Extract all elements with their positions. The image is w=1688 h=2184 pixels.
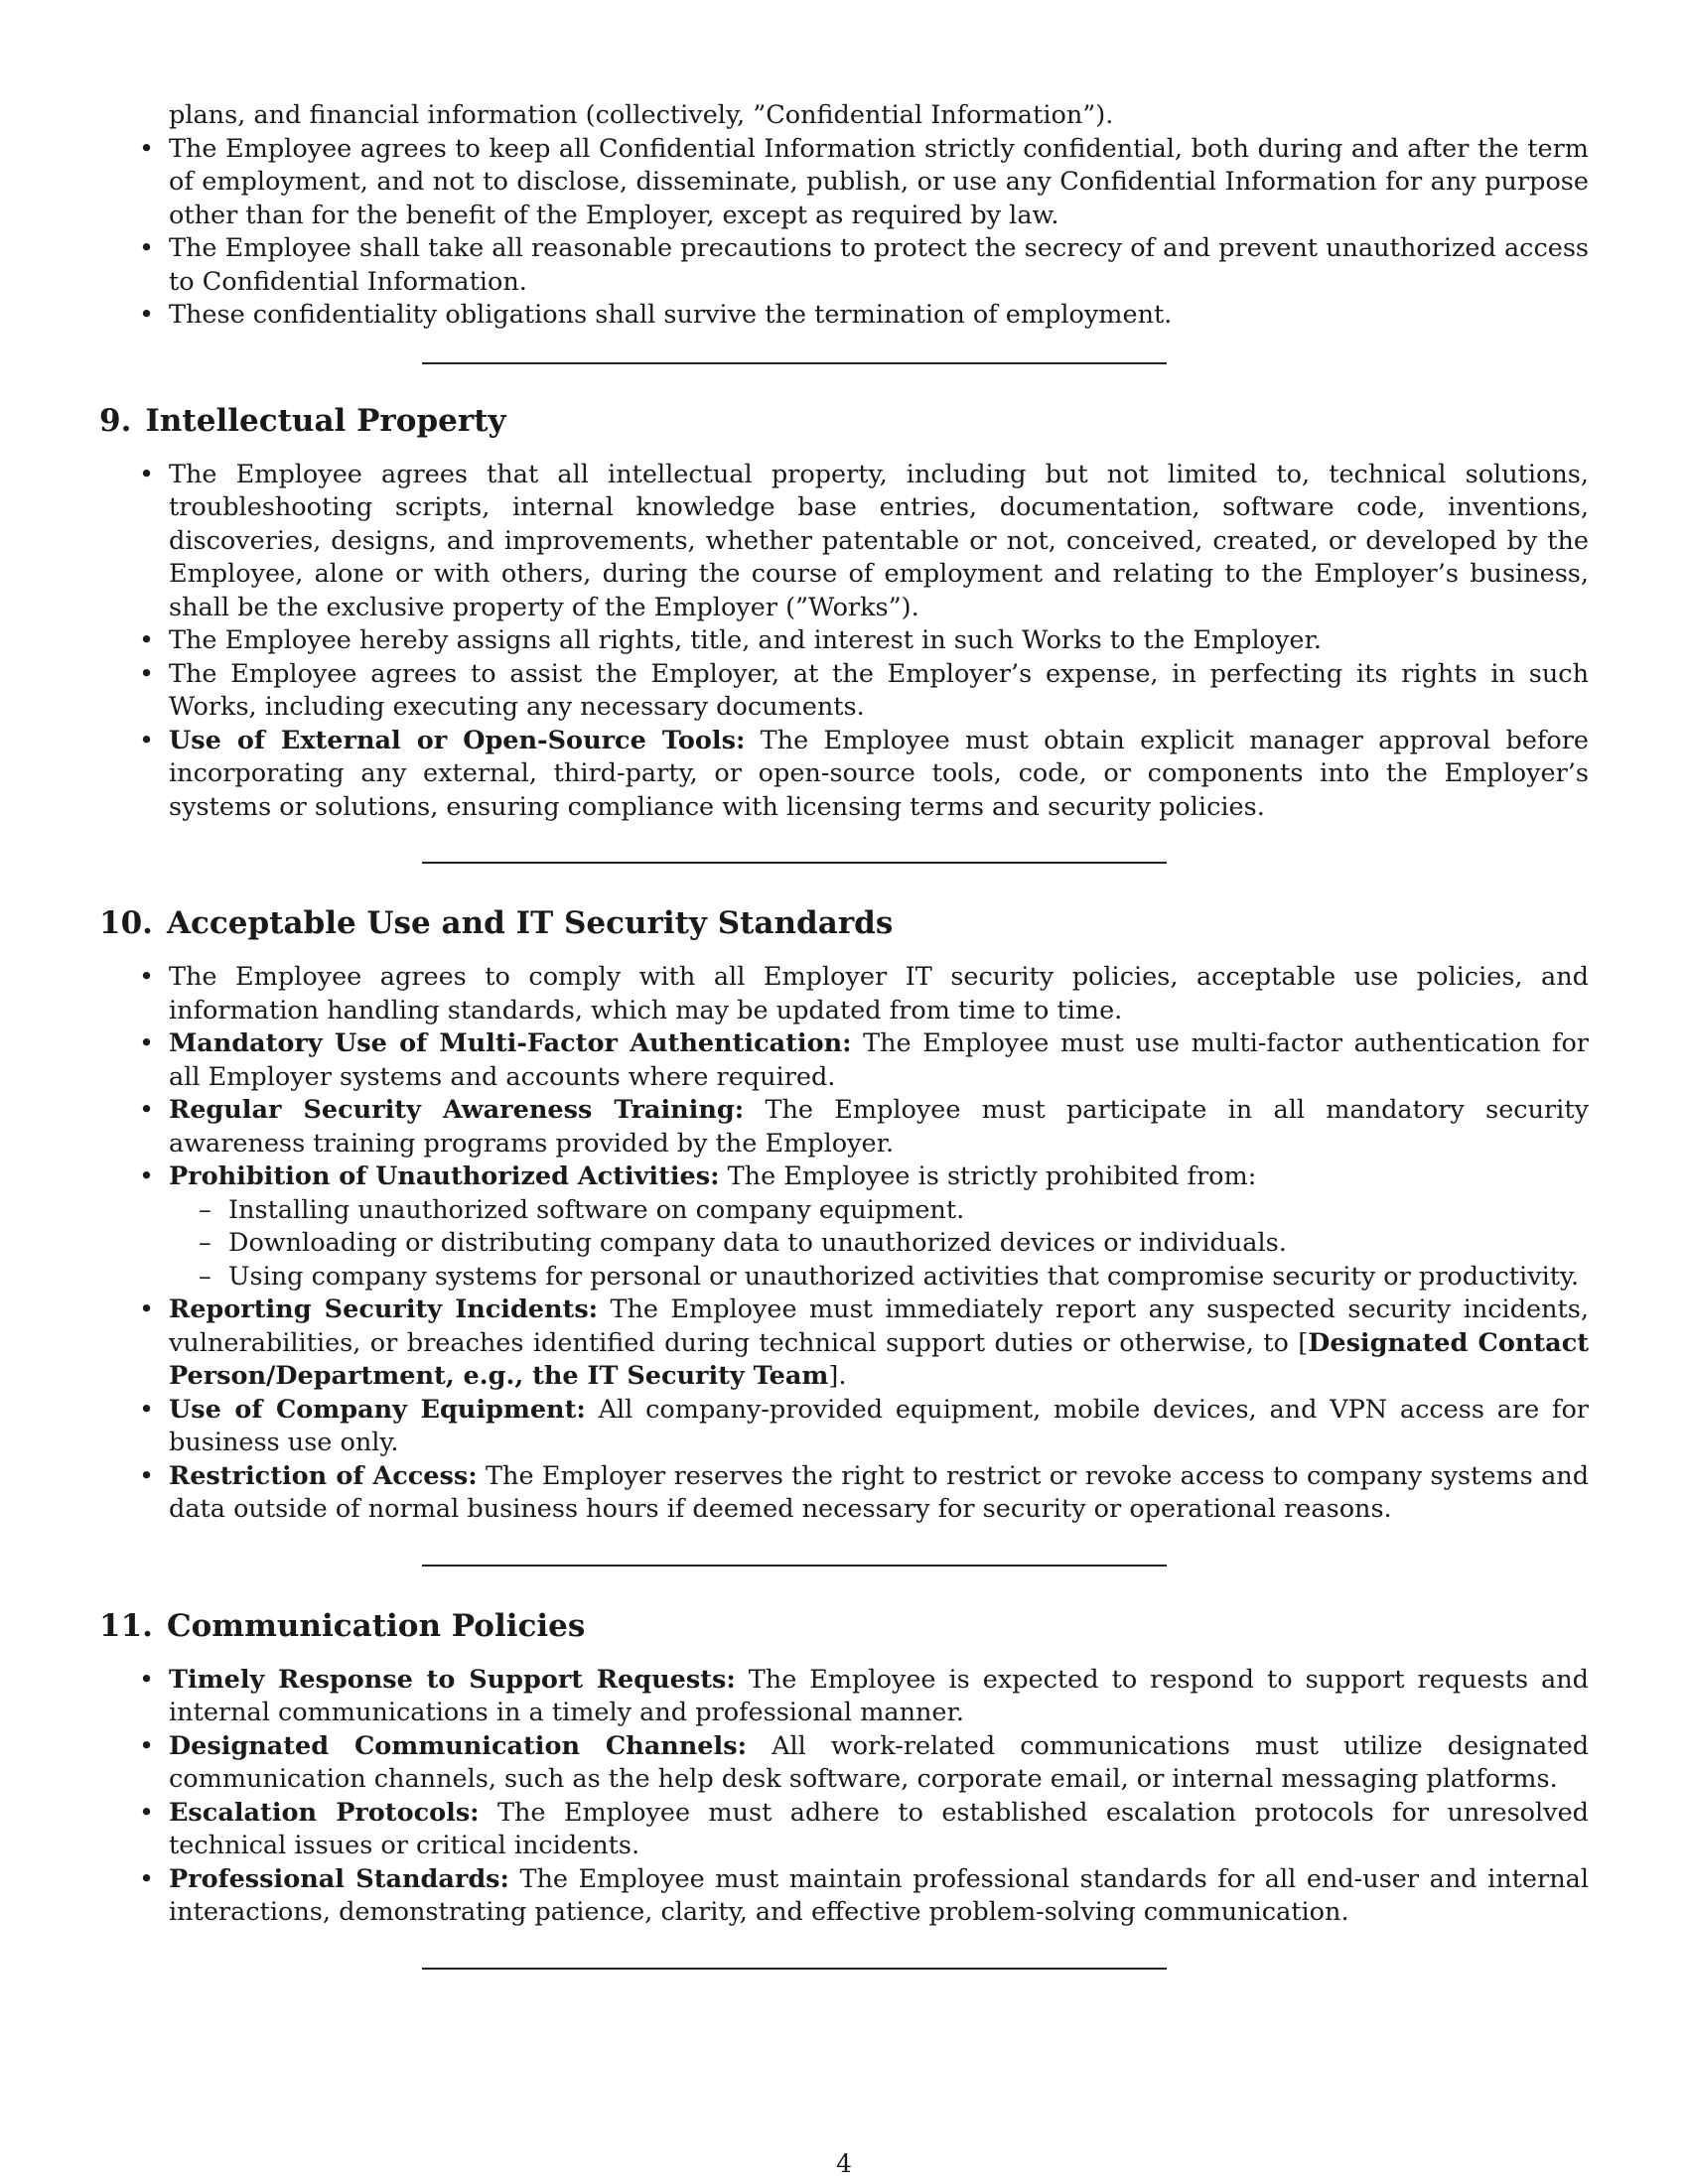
section-intellectual-property	[99, 401, 1589, 825]
contact-placeholder: Designated Contact Person/Department, e.g., the IT Security Team	[169, 1327, 1589, 1391]
clause-text: The Employer reserves the right to restrict or revoke access to company systems and data outside of normal business hours if deemed necessary for security or operational reasons.	[169, 1460, 1590, 1524]
clause-text: The Employee must immediately report any suspected security incidents, vulnerabilities, or breaches identified during technical support duties or otherwise, to [	[169, 1295, 1589, 1358]
section-title: Communication Policies	[166, 1607, 586, 1644]
list-item: • The Employee shall take all reasonable precautions to protect the secrecy of and prevent unauthorized access to Confidential Information.	[99, 232, 1589, 299]
list-item: • The Employee agrees that all intellectual property, including but not limited to, technical solutions, troubleshooting scripts, internal knowledge base entries, documentation, software code, inventions, discoveries, designs, and improvements, whether patentable or not, conceived, created, or developed by the Employee, alone or with others, during the course of employment and relating to the Employer’s business, shall be the exclusive property of the Employer (”Works”).	[99, 459, 1589, 625]
section-number: 10.	[99, 905, 153, 941]
clause-suffix: ].	[828, 1361, 847, 1391]
section-heading	[99, 903, 1589, 943]
list-item: • The Employee hereby assigns all rights, title, and interest in such Works to the Employer.	[99, 624, 1589, 658]
section-heading	[99, 1606, 1589, 1646]
clause-text: All company-provided equipment, mobile devices, and VPN access are for business use only.	[169, 1394, 1589, 1457]
clause-label: Use of External or Open-Source Tools:	[169, 725, 746, 755]
list-item: • The Employee agrees to assist the Employer, at the Employer’s expense, in perfecting its rights in such Works, including executing any necessary documents.	[99, 658, 1589, 725]
list-item	[99, 1664, 1589, 1730]
clause-text: The Employee must obtain explicit manager approval before incorporating any external, third-party, or open-source tools, code, or components into the Employer’s systems or solutions, ensuring compliance with licensing terms and security policies.	[169, 725, 1590, 822]
sub-list-item: – Downloading or distributing company data to unauthorized devices or individuals.	[169, 1227, 1589, 1261]
section-communication-policies	[99, 1606, 1589, 1930]
clause-label: Regular Security Awareness Training:	[169, 1095, 745, 1125]
prohibited-activities-list	[169, 1194, 1589, 1295]
list-item	[99, 1797, 1589, 1863]
section-divider	[422, 1565, 1167, 1567]
section-acceptable-use	[99, 903, 1589, 1527]
clause-text: The Employee is strictly prohibited from:	[727, 1161, 1257, 1191]
clause-text: The Employee must use multi-factor authentication for all Employer systems and accounts where required.	[169, 1028, 1589, 1092]
section-number: 9.	[99, 402, 132, 439]
list-item	[99, 1730, 1589, 1797]
clause-text: The Employee must maintain professional standards for all end-user and internal interactions, demonstrating patience, clarity, and effective problem-solving communication.	[169, 1863, 1589, 1927]
sub-list-item: – Using company systems for personal or unauthorized activities that compromise security or productivity.	[169, 1261, 1589, 1295]
list-item	[99, 1294, 1589, 1394]
ip-bullets	[99, 459, 1589, 825]
clause-label: Reporting Security Incidents:	[169, 1295, 599, 1324]
communication-bullets	[99, 1664, 1589, 1930]
section-divider	[422, 1968, 1167, 1970]
list-item	[99, 1394, 1589, 1460]
clause-label: Escalation Protocols:	[169, 1797, 480, 1828]
clause-label: Designated Communication Channels:	[169, 1730, 747, 1761]
section-number: 11.	[99, 1607, 153, 1644]
list-item: • The Employee agrees to comply with all Employer IT security policies, acceptable use policies, and information handling standards, which may be updated from time to time.	[99, 961, 1589, 1027]
page-number: 4	[836, 2149, 852, 2178]
section-divider	[422, 362, 1167, 364]
clause-text: The Employee must participate in all mandatory security awareness training programs provided by the Employer.	[169, 1095, 1589, 1159]
continuation-line: plans, and financial information (collectively, ”Confidential Information”).	[169, 100, 1114, 130]
security-bullets	[99, 961, 1589, 1527]
document-page	[99, 99, 1589, 2009]
list-item	[99, 1863, 1589, 1930]
list-item: • The Employee agrees to keep all Confidential Information strictly confidential, both during and after the term of employment, and not to disclose, disseminate, publish, or use any Confidential Information for any purpose other than for the benefit of the Employer, except as required by law.	[99, 133, 1589, 233]
list-item	[99, 1160, 1589, 1294]
clause-text: The Employee is expected to respond to support requests and internal communications in a timely and professional manner.	[169, 1664, 1590, 1727]
list-item	[99, 1460, 1589, 1527]
confidentiality-bullets	[99, 133, 1589, 333]
sub-list-item: – Installing unauthorized software on company equipment.	[169, 1194, 1589, 1228]
section-title: Acceptable Use and IT Security Standards	[166, 905, 894, 941]
clause-label: Use of Company Equipment:	[169, 1394, 586, 1425]
section-heading	[99, 401, 1589, 441]
section-divider	[422, 862, 1167, 864]
clause-label: Restriction of Access:	[169, 1460, 478, 1491]
section-title: Intellectual Property	[145, 402, 506, 439]
list-item	[99, 1094, 1589, 1160]
clause-label: Timely Response to Support Requests:	[169, 1664, 736, 1695]
clause-text: The Employee must adhere to established escalation protocols for unresolved technical issues or critical incidents.	[169, 1797, 1589, 1860]
clause-label: Mandatory Use of Multi-Factor Authentication:	[169, 1028, 852, 1058]
clause-text: All work-related communications must utilize designated communication channels, such as the help desk software, corporate email, or internal messaging platforms.	[169, 1730, 1590, 1794]
list-item	[99, 725, 1589, 825]
confidentiality-continued	[99, 99, 1589, 333]
list-item	[99, 1027, 1589, 1094]
clause-label: Prohibition of Unauthorized Activities:	[169, 1161, 720, 1191]
list-item: • These confidentiality obligations shall survive the termination of employment.	[99, 299, 1589, 333]
clause-label: Professional Standards:	[169, 1863, 509, 1894]
